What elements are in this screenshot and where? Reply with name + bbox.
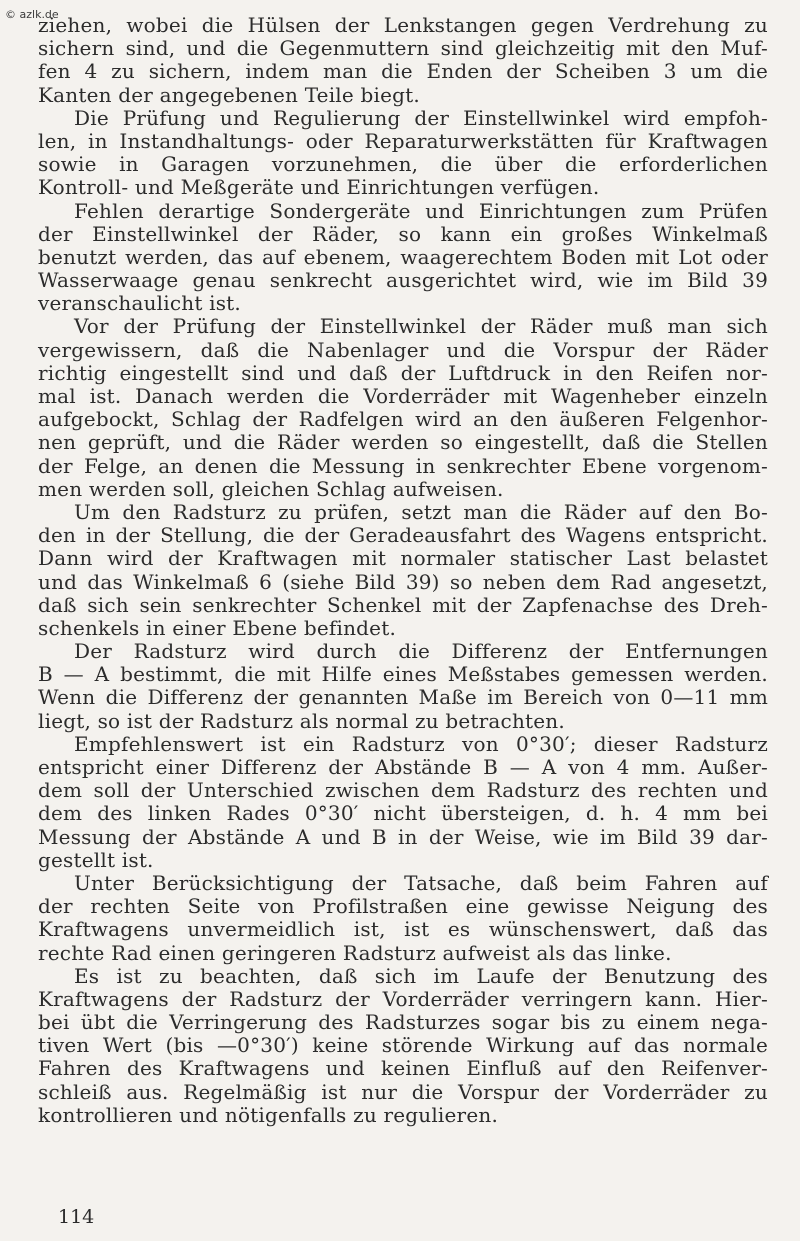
text-line: Fehlen derartige Sondergeräte und Einrichtungen zum Prüfen bbox=[74, 198, 768, 223]
text-line: fen 4 zu sichern, indem man die Enden der Scheiben 3 um die bbox=[38, 59, 768, 84]
text-line: entspricht einer Differenz der Abstände B — A von 4 mm. Außer- bbox=[38, 755, 768, 779]
text-line: dem des linken Rades 0°30′ nicht übersteigen, d. h. 4 mm bei bbox=[38, 801, 768, 826]
text-line: rechte Rad einen geringeren Radsturz aufweist als das linke. bbox=[38, 940, 672, 965]
text-line: veranschaulicht ist. bbox=[38, 291, 241, 316]
text-line: Messung der Abstände A und B in der Weise, wie im Bild 39 dar- bbox=[38, 824, 768, 849]
text-line: vergewissern, daß die Nabenlager und die Vorspur der Räder bbox=[38, 337, 768, 362]
text-line: den in der Stellung, die der Geradeausfahrt des Wagens entspricht. bbox=[38, 523, 768, 548]
text-line: bei übt die Verringerung des Radsturzes sogar bis zu einem nega- bbox=[38, 1010, 768, 1035]
text-line: der Felge, an denen die Messung in senkrechter Ebene vorgenom- bbox=[38, 453, 768, 478]
text-line: Wenn die Differenz der genannten Maße im Bereich von 0—11 mm bbox=[38, 685, 768, 710]
text-line: Kraftwagens der Radsturz der Vorderräder verringern kann. Hier- bbox=[38, 986, 768, 1011]
paragraph bbox=[38, 872, 768, 965]
text-line: Die Prüfung und Regulierung der Einstellwinkel wird empfoh- bbox=[74, 105, 768, 130]
text-line: Unter Berücksichtigung der Tatsache, daß beim Fahren auf bbox=[74, 870, 768, 895]
text-line: Kanten der angegebenen Teile biegt. bbox=[38, 82, 420, 107]
text-line: liegt, so ist der Radsturz als normal zu betrachten. bbox=[38, 708, 565, 733]
text-line: dem soll der Unterschied zwischen dem Radsturz des rechten und bbox=[38, 778, 768, 803]
paragraph bbox=[38, 965, 768, 1127]
text-line: Der Radsturz wird durch die Differenz der Entfernungen bbox=[74, 639, 768, 664]
text-line: gestellt ist. bbox=[38, 847, 154, 872]
text-line: Um den Radsturz zu prüfen, setzt man die Räder auf den Bo- bbox=[74, 499, 768, 524]
text-line: men werden soll, gleichen Schlag aufweisen. bbox=[38, 476, 504, 501]
text-line: ziehen, wobei die Hülsen der Lenkstangen gegen Verdrehung zu bbox=[38, 13, 768, 37]
body-text bbox=[38, 14, 768, 1127]
text-line: und das Winkelmaß 6 (siehe Bild 39) so neben dem Rad angesetzt, bbox=[38, 569, 768, 594]
text-line: Vor der Prüfung der Einstellwinkel der Räder muß man sich bbox=[74, 314, 768, 339]
text-line: Kontroll- und Meßgeräte und Einrichtungen verfügen. bbox=[38, 175, 600, 200]
text-line: sowie in Garagen vorzunehmen, die über die erforderlichen bbox=[38, 152, 768, 177]
text-line: der Einstellwinkel der Räder, so kann ein großes Winkelmaß bbox=[38, 221, 768, 246]
text-line: benutzt werden, das auf ebenem, waagerechtem Boden mit Lot oder bbox=[38, 244, 768, 269]
text-line: Fahren des Kraftwagens und keinen Einfluß auf den Reifenver- bbox=[38, 1056, 768, 1081]
text-line: len, in Instandhaltungs- oder Reparaturwerkstätten für Kraftwagen bbox=[38, 128, 768, 153]
text-line: B — A bestimmt, die mit Hilfe eines Meßstabes gemessen werden. bbox=[38, 662, 768, 687]
text-line: daß sich sein senkrechter Schenkel mit der Zapfenachse des Dreh- bbox=[38, 592, 768, 617]
paragraph bbox=[38, 733, 768, 872]
text-line: schleiß aus. Regelmäßig ist nur die Vorspur der Vorderräder zu bbox=[38, 1079, 768, 1104]
text-line: richtig eingestellt sind und daß der Luftdruck in den Reifen nor- bbox=[38, 360, 768, 385]
text-line: der rechten Seite von Profilstraßen eine gewisse Neigung des bbox=[38, 894, 768, 919]
paragraph bbox=[38, 501, 768, 640]
text-line: nen geprüft, und die Räder werden so eingestellt, daß die Stellen bbox=[38, 430, 768, 455]
text-line: mal ist. Danach werden die Vorderräder mit Wagenheber einzeln bbox=[38, 384, 768, 408]
copyright-watermark: © azlk.de bbox=[5, 8, 59, 21]
text-line: aufgebockt, Schlag der Radfelgen wird an den äußeren Felgenhor- bbox=[38, 407, 768, 432]
text-line: Empfehlenswert ist ein Radsturz von 0°30′; dieser Radsturz bbox=[74, 731, 768, 756]
text-line: kontrollieren und nötigenfalls zu regulieren. bbox=[38, 1102, 498, 1127]
paragraph bbox=[38, 107, 768, 200]
page-number: 114 bbox=[58, 1206, 95, 1228]
paragraph bbox=[38, 200, 768, 316]
text-line: Dann wird der Kraftwagen mit normaler statischer Last belastet bbox=[38, 546, 768, 571]
text-line: sichern sind, und die Gegenmuttern sind gleichzeitig mit den Muf- bbox=[38, 36, 768, 61]
paragraph bbox=[38, 14, 768, 107]
text-line: tiven Wert (bis —0°30′) keine störende Wirkung auf das normale bbox=[38, 1033, 768, 1058]
text-line: Es ist zu beachten, daß sich im Laufe der Benutzung des bbox=[74, 963, 768, 988]
paragraph bbox=[38, 640, 768, 733]
text-line: Wasserwaage genau senkrecht ausgerichtet wird, wie im Bild 39 bbox=[38, 268, 768, 293]
text-line: schenkels in einer Ebene befindet. bbox=[38, 615, 397, 640]
text-line: Kraftwagens unvermeidlich ist, ist es wünschenswert, daß das bbox=[38, 917, 768, 942]
paragraph bbox=[38, 315, 768, 501]
